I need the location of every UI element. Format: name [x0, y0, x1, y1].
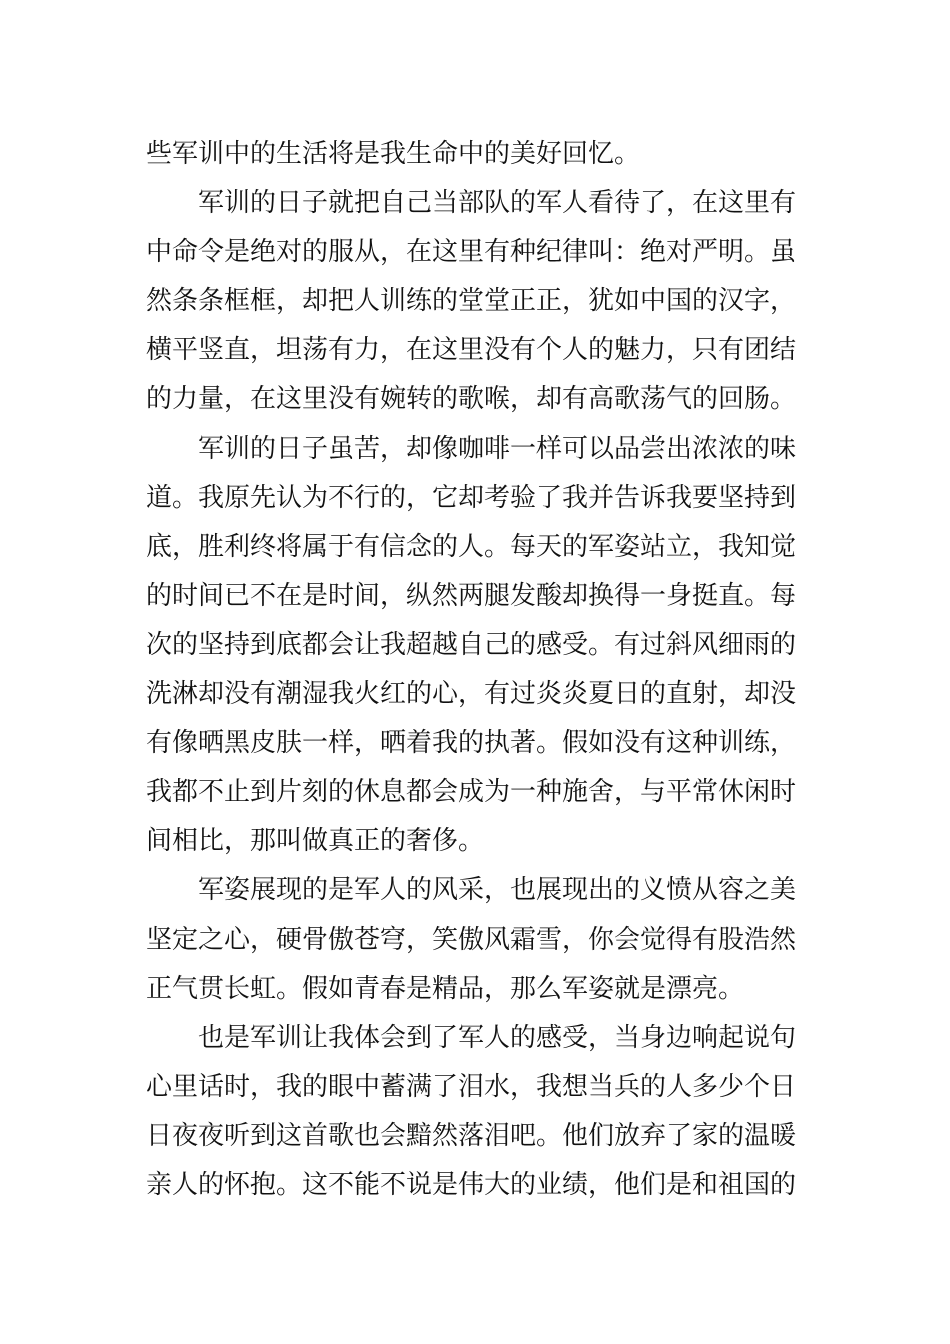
text-line: 我都不止到片刻的休息都会成为一种施舍，与平常休闲时 — [146, 777, 797, 808]
text-line: 些军训中的生活将是我生命中的美好回忆。 — [146, 139, 641, 169]
text-line: 的力量，在这里没有婉转的歌喉，却有高歌荡气的回肠。 — [146, 384, 797, 415]
text-line: 军姿展现的是军人的风采，也展现出的义愤从容之美 — [146, 875, 797, 906]
text-line: 有像晒黑皮肤一样，晒着我的执著。假如没有这种训练， — [146, 728, 797, 759]
text-line: 正气贯长虹。假如青春是精品，那么军姿就是漂亮。 — [146, 973, 745, 1004]
text-line: 横平竖直，坦荡有力，在这里没有个人的魅力，只有团结 — [146, 335, 797, 366]
text-line: 军训的日子就把自己当部队的军人看待了，在这里有 — [146, 188, 797, 219]
paragraph — [146, 179, 806, 424]
text-line: 也是军训让我体会到了军人的感受，当身边响起说句 — [146, 1022, 797, 1053]
text-line: 心里话时，我的眼中蓄满了泪水，我想当兵的人多少个日 — [146, 1071, 797, 1102]
text-line: 洗淋却没有潮湿我火红的心，有过炎炎夏日的直射，却没 — [146, 679, 797, 710]
paragraph — [146, 425, 806, 867]
paragraph — [146, 866, 806, 1013]
text-line: 亲人的怀抱。这不能不说是伟大的业绩，他们是和祖国的 — [146, 1169, 797, 1200]
text-line: 道。我原先认为不行的，它却考验了我并告诉我要坚持到 — [146, 482, 797, 513]
text-line: 坚定之心，硬骨傲苍穹，笑傲风霜雪，你会觉得有股浩然 — [146, 924, 797, 955]
text-line: 底，胜利终将属于有信念的人。每天的军姿站立，我知觉 — [146, 531, 797, 562]
paragraph — [146, 1014, 806, 1210]
text-line: 日夜夜听到这首歌也会黯然落泪吧。他们放弃了家的温暖 — [146, 1120, 797, 1151]
document-page — [146, 130, 806, 1210]
paragraph — [146, 130, 806, 179]
text-line: 中命令是绝对的服从，在这里有种纪律叫：绝对严明。虽 — [146, 237, 797, 268]
text-line: 军训的日子虽苦，却像咖啡一样可以品尝出浓浓的味 — [146, 433, 797, 464]
text-line: 的时间已不在是时间，纵然两腿发酸却换得一身挺直。每 — [146, 580, 797, 611]
text-line: 然条条框框，却把人训练的堂堂正正，犹如中国的汉字， — [146, 286, 797, 317]
text-line: 间相比，那叫做真正的奢侈。 — [146, 826, 485, 857]
text-line: 次的坚持到底都会让我超越自己的感受。有过斜风细雨的 — [146, 629, 797, 660]
